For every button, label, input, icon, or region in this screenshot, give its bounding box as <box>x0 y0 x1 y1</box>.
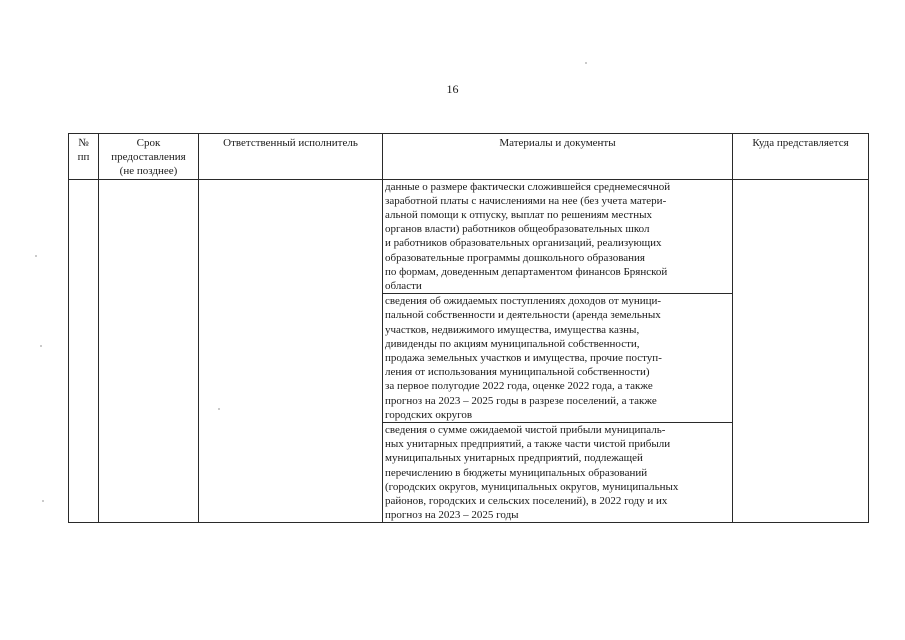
materials-line: данные о размере фактически сложившейся среднемесячной <box>385 180 671 193</box>
header-number-line: № <box>78 137 89 149</box>
materials-line: дивиденды по акциям муниципальной собственности, <box>385 337 640 350</box>
scan-speck <box>585 62 587 64</box>
materials-line: прогноз на 2023 – 2025 годы в разрезе поселений, а также <box>385 394 657 407</box>
materials-line: городских округов <box>385 408 473 421</box>
cell-executor <box>199 179 383 523</box>
header-number-line: пп <box>77 151 90 164</box>
materials-line: продажа земельных участков и имущества, прочие поступ- <box>385 352 662 365</box>
materials-line: за первое полугодие 2022 года, оценке 2022 года, а также <box>385 380 653 393</box>
materials-line: районов, городских и сельских поселений), в 2022 году и их <box>385 495 668 508</box>
materials-line: и работников образовательных организаций, реализующих <box>385 237 662 250</box>
scan-speck <box>35 255 37 257</box>
materials-line: по формам, доведенным департаментом финансов Брянской <box>385 265 668 278</box>
materials-line: сведения о сумме ожидаемой чистой прибыли муниципаль- <box>385 424 666 437</box>
materials-line: сведения об ожидаемых поступлениях доходов от муници- <box>385 295 662 308</box>
materials-line: ных унитарных предприятий, а также части чистой прибыли <box>385 438 671 451</box>
header-destination: Куда представляется <box>733 134 869 180</box>
materials-line: (городских округов, муниципальных округов, муниципальных <box>385 480 679 493</box>
materials-line: прогноз на 2023 – 2025 годы <box>385 509 519 522</box>
header-deadline-line: Срок <box>136 137 161 149</box>
scan-speck <box>40 345 42 347</box>
page-number: 16 <box>446 82 459 96</box>
scan-speck <box>42 500 44 502</box>
cell-materials <box>383 294 733 423</box>
cell-materials <box>383 179 733 294</box>
scan-speck <box>218 408 220 410</box>
materials-line: образовательные программы дошкольного образования <box>385 251 645 264</box>
cell-deadline <box>99 179 199 523</box>
cell-materials <box>383 423 733 523</box>
cell-destination <box>733 179 869 523</box>
header-number <box>69 134 99 180</box>
materials-line: заработной платы с начислениями на нее (без учета матери- <box>385 194 667 207</box>
materials-table <box>68 133 869 523</box>
header-executor: Ответственный исполнитель <box>199 134 383 180</box>
materials-line: пальной собственности и деятельности (аренда земельных <box>385 309 661 322</box>
materials-line: ления от использования муниципальной собственности) <box>385 366 650 379</box>
materials-line: муниципальных унитарных предприятий, подлежащей <box>385 452 643 465</box>
table-row <box>69 179 869 294</box>
header-deadline-line: предоставления <box>111 151 186 164</box>
table-header-row <box>69 134 869 180</box>
materials-line: перечислению в бюджеты муниципальных образований <box>385 466 648 479</box>
materials-line: органов власти) работников общеобразовательных школ <box>385 223 650 236</box>
materials-line: участков, недвижимого имущества, имущества казны, <box>385 323 640 336</box>
materials-line: альной помощи к отпуску, выплат по решениям местных <box>385 209 652 222</box>
header-deadline <box>99 134 199 180</box>
header-deadline-line: (не позднее) <box>119 165 178 178</box>
header-materials: Материалы и документы <box>383 134 733 180</box>
cell-number <box>69 179 99 523</box>
materials-line: области <box>385 280 422 293</box>
